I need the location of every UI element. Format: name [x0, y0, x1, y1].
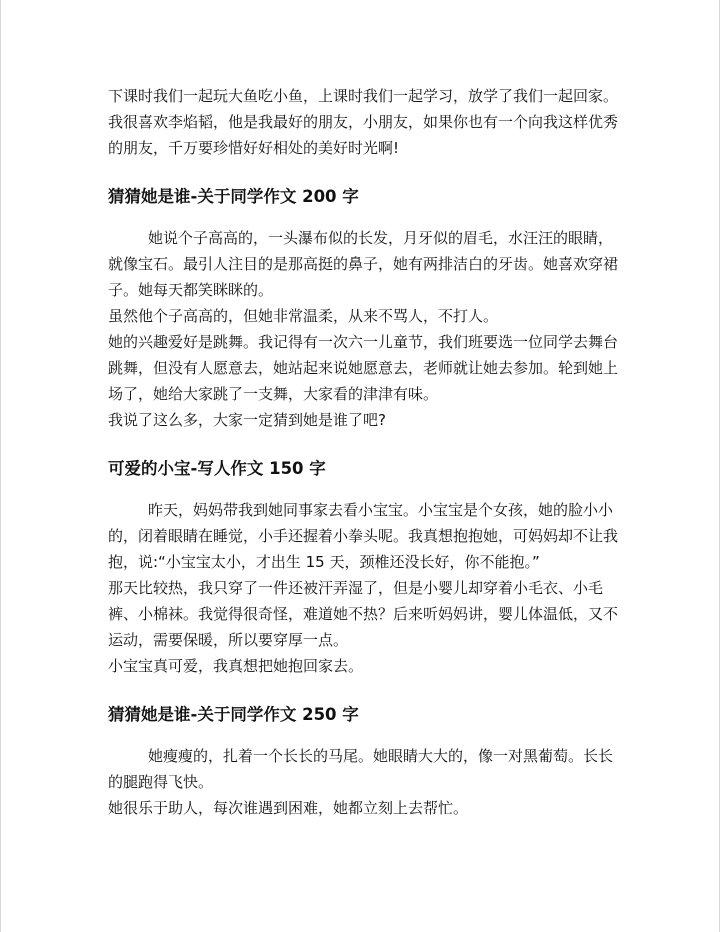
essay-heading: 猜猜她是谁-关于同学作文 200 字 — [108, 187, 359, 206]
paragraph: 她瘦瘦的，扎着一个长长的马尾。她眼睛大大的，像一对黑葡萄。长长的腿跑得飞快。 — [108, 747, 614, 791]
paragraph: 小宝宝真可爱，我真想把她抱回家去。 — [108, 657, 364, 675]
paragraph: 昨天，妈妈带我到她同事家去看小宝宝。小宝宝是个女孩，她的脸小小的，闭着眼睛在睡觉，小手还握着小拳头呢。我真想抱抱她，可妈妈却不让我抱，说:“小宝宝太小，才出生 15 天，颈椎还没长好，你不能抱。” — [108, 501, 619, 571]
paragraph: 下课时我们一起玩大鱼吃小鱼，上课时我们一起学习，放学了我们一起回家。 — [108, 87, 619, 105]
document-body — [108, 83, 618, 821]
essay-heading: 猜猜她是谁-关于同学作文 250 字 — [108, 705, 359, 724]
paragraph: 我说了这么多，大家一定猜到她是谁了吧? — [108, 411, 386, 429]
essay-heading: 可爱的小宝-写人作文 150 字 — [108, 459, 326, 478]
paragraph: 她的兴趣爱好是跳舞。我记得有一次六一儿童节，我们班要选一位同学去舞台跳舞，但没有人愿意去，她站起来说她愿意去，老师就让她去参加。轮到她上场了，她给大家跳了一支舞，大家看的津津有味。 — [108, 333, 619, 403]
paragraph: 虽然他个子高高的，但她非常温柔，从来不骂人，不打人。 — [108, 307, 499, 325]
paragraph: 我很喜欢李焰韬，他是我最好的朋友，小朋友，如果你也有一个向我这样优秀的朋友，千万要珍惜好好相处的美好时光啊! — [108, 113, 619, 157]
paragraph: 她很乐于助人，每次谁遇到困难，她都立刻上去帮忙。 — [108, 799, 469, 817]
paragraph: 她说个子高高的，一头瀑布似的长发，月牙似的眉毛，水汪汪的眼睛，就像宝石。最引人注目的是那高挺的鼻子，她有两排洁白的牙齿。她喜欢穿裙子。她每天都笑眯眯的。 — [108, 229, 619, 299]
paragraph: 那天比较热，我只穿了一件还被汗弄湿了，但是小婴儿却穿着小毛衣、小毛裤、小棉袜。我觉得很奇怪，难道她不热？后来听妈妈讲，婴儿体温低，又不运动，需要保暖，所以要穿厚一点。 — [108, 579, 619, 649]
